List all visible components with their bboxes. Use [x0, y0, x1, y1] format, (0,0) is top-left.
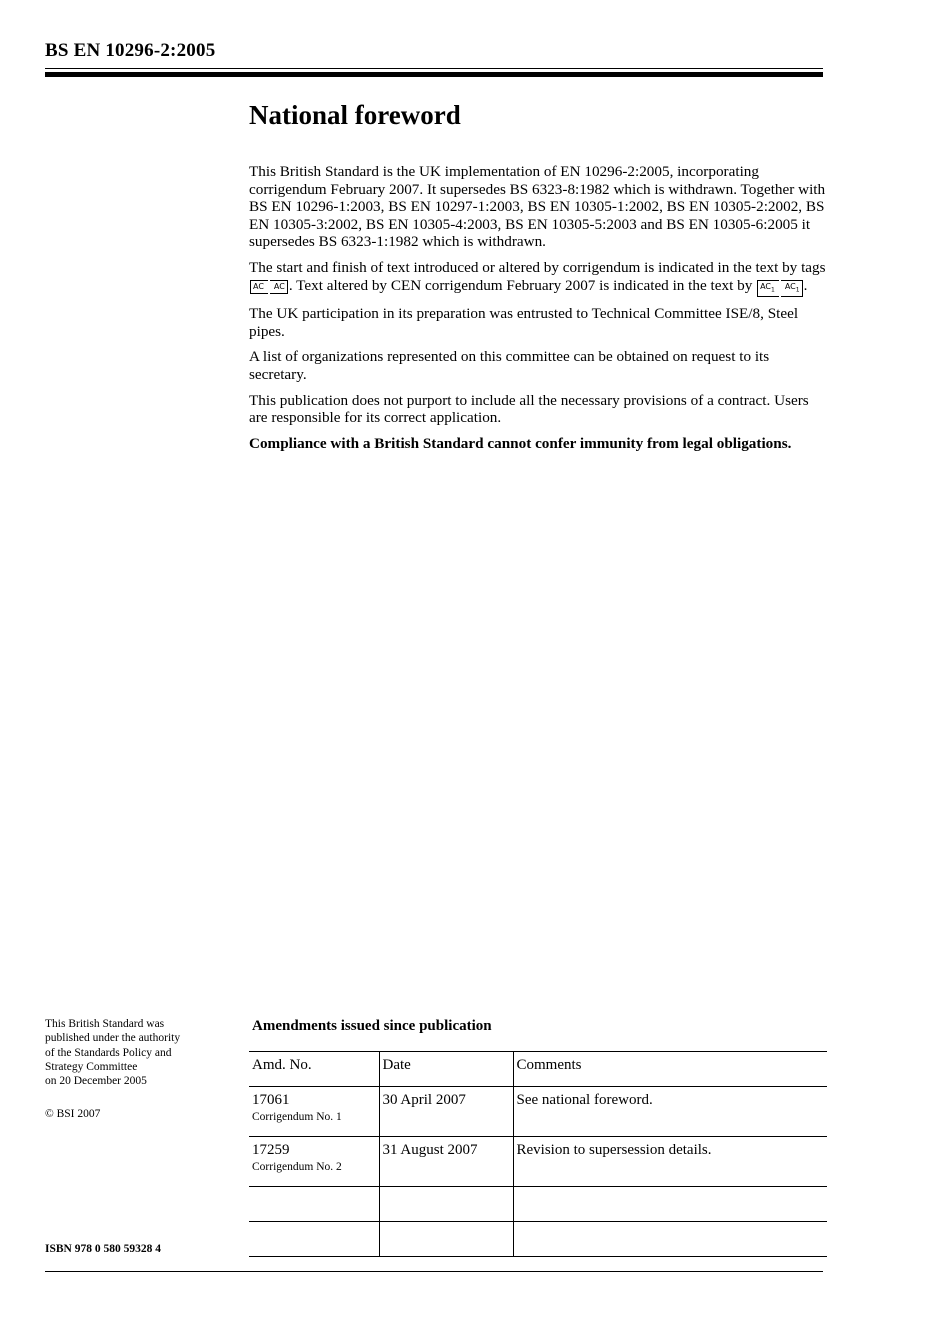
comments-cell: Revision to supersession details. [513, 1137, 827, 1187]
paragraph-organizations: A list of organizations represented on this committee can be obtained on request to its secretary. [249, 348, 770, 383]
paragraph-committee: The UK participation in its preparation was entrusted to Technical Committee ISE/8, Steel pipes. [249, 305, 799, 340]
empty-table-row [249, 1187, 827, 1222]
empty-cell [379, 1187, 513, 1222]
column-header-date: Date [379, 1052, 513, 1087]
amd-no: 17259 [252, 1142, 290, 1158]
tags-text-part1: The start and finish of text introduced or altered by corrigendum is indicated in the text by tags [249, 258, 826, 276]
isbn-number: ISBN 978 0 580 59328 4 [45, 1243, 161, 1255]
date-cell: 30 April 2007 [379, 1087, 513, 1137]
document-number: BS EN 10296-2:2005 [45, 40, 216, 61]
footer-rule [45, 1271, 823, 1272]
ac-start-tag-icon: AC [250, 280, 268, 294]
publication-note [45, 1017, 235, 1088]
corrigendum-note: Corrigendum No. 1 [252, 1111, 342, 1123]
header-thin-rule [45, 68, 823, 69]
paragraph-compliance: Compliance with a British Standard cannot confer immunity from legal obligations. [249, 434, 792, 452]
amendments-title: Amendments issued since publication [252, 1018, 492, 1034]
publication-note-line: Strategy Committee [45, 1060, 138, 1073]
tags-text-part3: . [803, 276, 808, 294]
empty-table-row [249, 1222, 827, 1257]
publication-note-line: on 20 December 2005 [45, 1075, 147, 1088]
publication-note-line: This British Standard was [45, 1018, 165, 1030]
column-header-comments: Comments [513, 1052, 827, 1087]
empty-cell [513, 1222, 827, 1257]
tags-text-part2: . Text altered by CEN corrigendum February 2007 is indicated in the text by [288, 276, 757, 294]
corrigendum-note: Corrigendum No. 2 [252, 1161, 342, 1173]
date-cell: 31 August 2007 [379, 1137, 513, 1187]
empty-cell [249, 1187, 379, 1222]
foreword-body [249, 163, 829, 460]
ac-end-tag-icon: AC [270, 280, 288, 294]
paragraph-tags [249, 259, 829, 297]
empty-cell [249, 1222, 379, 1257]
empty-cell [379, 1222, 513, 1257]
comments-cell: See national foreword. [513, 1087, 827, 1137]
page-title: National foreword [249, 100, 461, 130]
amd-no-cell [249, 1087, 379, 1137]
copyright-notice: © BSI 2007 [45, 1108, 101, 1120]
amd-no-cell [249, 1137, 379, 1187]
header-thick-rule [45, 72, 823, 77]
table-row [249, 1137, 827, 1187]
ac1-end-tag-icon: $AC_1$ [781, 280, 803, 298]
table-header-row [249, 1052, 827, 1087]
publication-note-line: of the Standards Policy and [45, 1046, 172, 1059]
amd-no: 17061 [252, 1092, 290, 1108]
column-header-amd-no: Amd. No. [249, 1052, 379, 1087]
ac1-start-tag-icon: $AC_1$ [757, 280, 779, 298]
amendments-table [249, 1051, 827, 1257]
publication-note-line: published under the authority [45, 1032, 181, 1045]
table-row [249, 1087, 827, 1137]
paragraph-supersession: This British Standard is the UK implementation of EN 10296-2:2005, incorporating corrigendum February 2007. It supersedes BS 6323-8:1982 which is withdrawn. Together with BS EN 10296-1:2003, BS EN 10297-1:2003, BS EN 10305-1:2002, BS EN 10305-2:2002, BS EN 10305-3:2002, BS EN 10305-4:2003, BS EN 10305-5:2003 and BS EN 10305-6:2005 it supersedes BS 6323-1:1982 which is withdrawn. [249, 163, 826, 251]
paragraph-contract: This publication does not purport to include all the necessary provisions of a contract. Users are responsible for its correct application. [249, 391, 809, 427]
empty-cell [513, 1187, 827, 1222]
